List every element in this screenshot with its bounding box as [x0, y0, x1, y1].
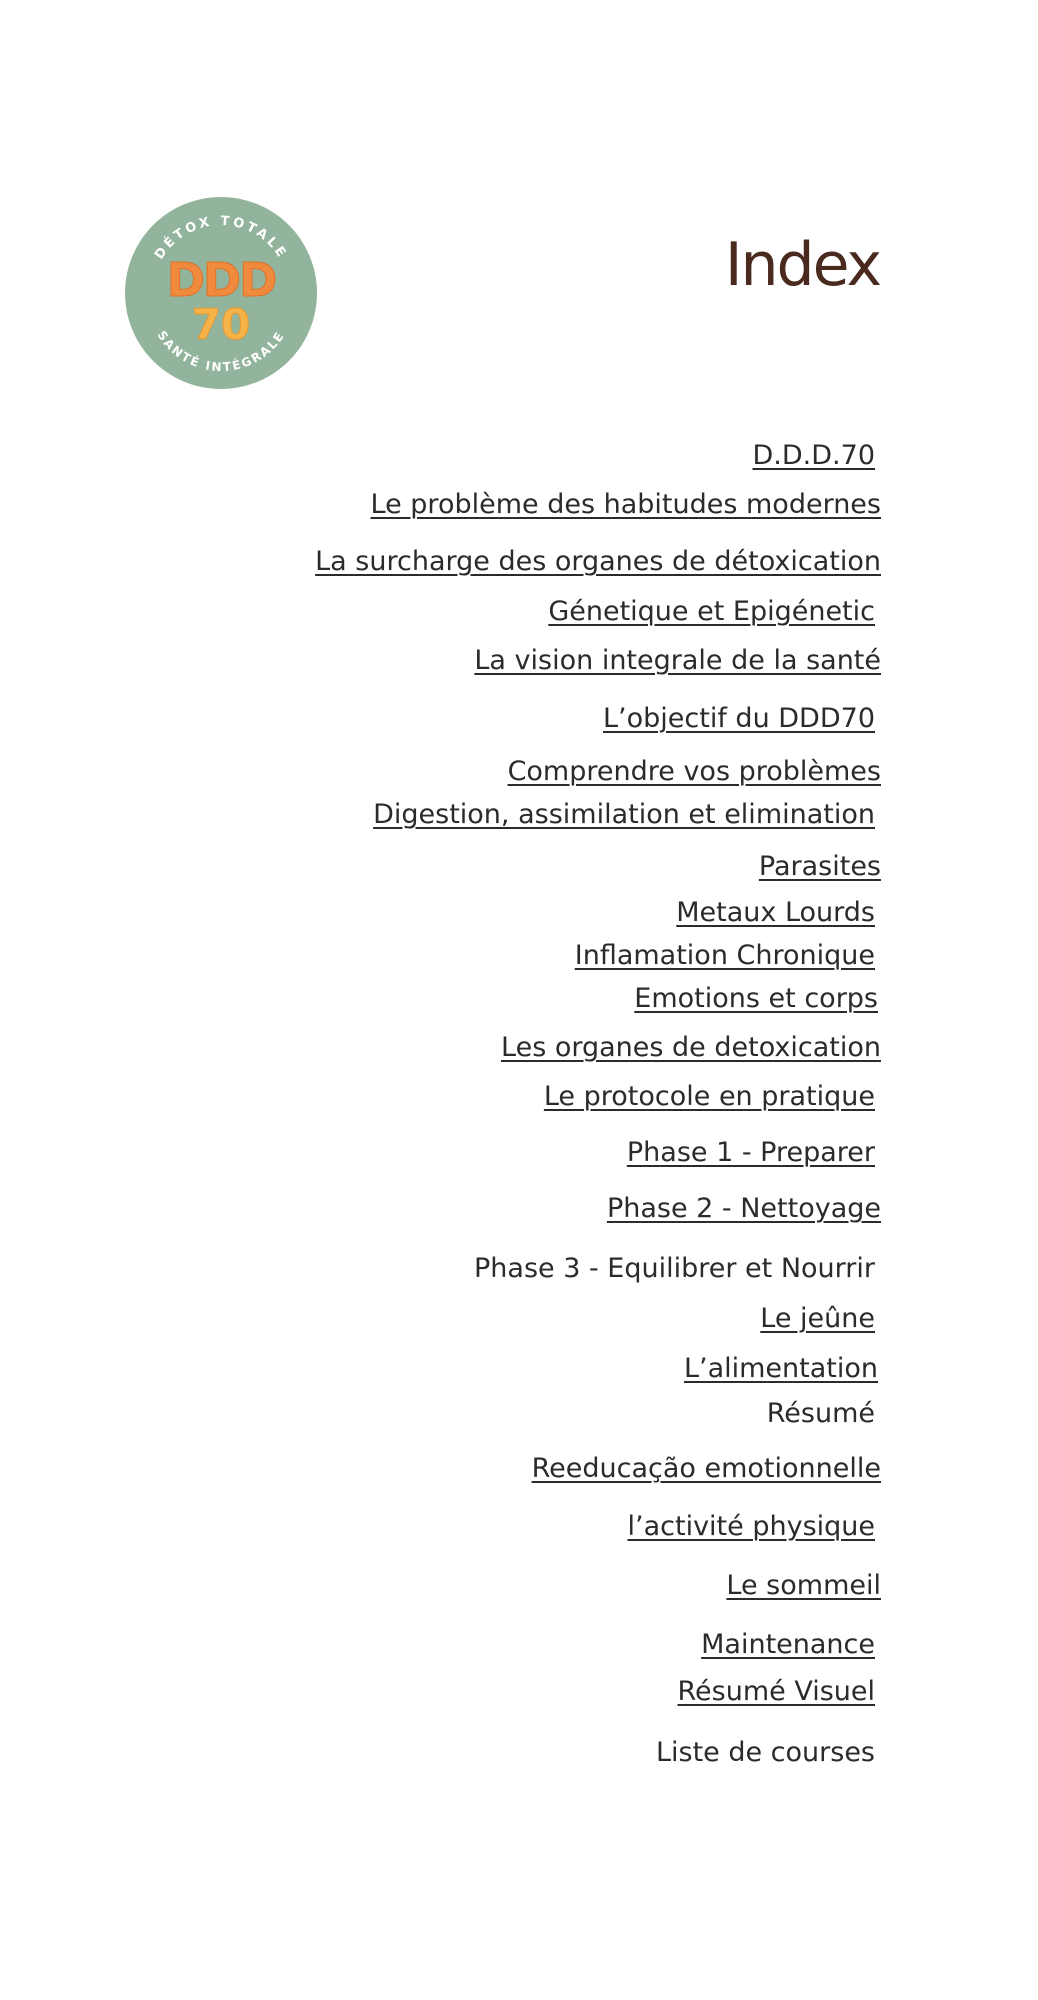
logo-number-text: 70: [191, 300, 251, 349]
toc-item-sommeil[interactable]: Le sommeil: [726, 1570, 881, 1601]
toc-item-parasites[interactable]: Parasites: [758, 851, 881, 882]
logo-ring-top: DÉTOX TOTALE: [152, 213, 290, 263]
toc-item-protocole[interactable]: Le protocole en pratique: [543, 1081, 875, 1112]
toc-item-phase-2[interactable]: Phase 2 - Nettoyage: [606, 1193, 881, 1224]
toc-item-resume-visuel[interactable]: Résumé Visuel: [677, 1676, 875, 1707]
toc-item-resume: Résumé: [766, 1398, 875, 1429]
toc-item-digestion[interactable]: Digestion, assimilation et elimination: [373, 799, 875, 830]
toc-item-maintenance[interactable]: Maintenance: [701, 1629, 875, 1660]
toc-item-habitudes-modernes[interactable]: Le problème des habitudes modernes: [370, 489, 881, 520]
toc-item-organes-detoxication[interactable]: Les organes de detoxication: [501, 1032, 881, 1063]
toc-item-alimentation[interactable]: L’alimentation: [683, 1353, 878, 1384]
logo-main-text: DDD: [166, 253, 276, 307]
toc-item-ddd70[interactable]: D.D.D.70: [752, 440, 875, 471]
toc-item-comprendre[interactable]: Comprendre vos problèmes: [507, 756, 881, 787]
toc-item-vision-integrale[interactable]: La vision integrale de la santé: [474, 645, 881, 676]
toc-item-surcharge-organes[interactable]: La surcharge des organes de détoxication: [315, 546, 881, 577]
logo-ring-bottom: SANTÉ INTÉGRALE: [154, 328, 288, 375]
toc-item-jeune[interactable]: Le jeûne: [760, 1303, 875, 1334]
toc-item-phase-3: Phase 3 - Equilibrer et Nourrir: [474, 1253, 875, 1284]
toc-item-activite-physique[interactable]: l’activité physique: [627, 1511, 875, 1542]
toc-item-objectif[interactable]: L’objectif du DDD70: [603, 703, 875, 734]
toc-item-emotions-corps[interactable]: Emotions et corps: [634, 983, 878, 1014]
toc-item-phase-1[interactable]: Phase 1 - Preparer: [626, 1137, 875, 1168]
toc-item-genetique[interactable]: Génetique et Epigénetic: [548, 596, 875, 627]
toc-item-metaux-lourds[interactable]: Metaux Lourds: [676, 897, 875, 928]
toc-item-reeducacao[interactable]: Reeducação emotionnelle: [531, 1453, 881, 1484]
toc-item-inflamation[interactable]: Inflamation Chronique: [574, 940, 875, 971]
toc-item-liste-courses: Liste de courses: [655, 1737, 875, 1768]
page-title: Index: [724, 230, 880, 300]
